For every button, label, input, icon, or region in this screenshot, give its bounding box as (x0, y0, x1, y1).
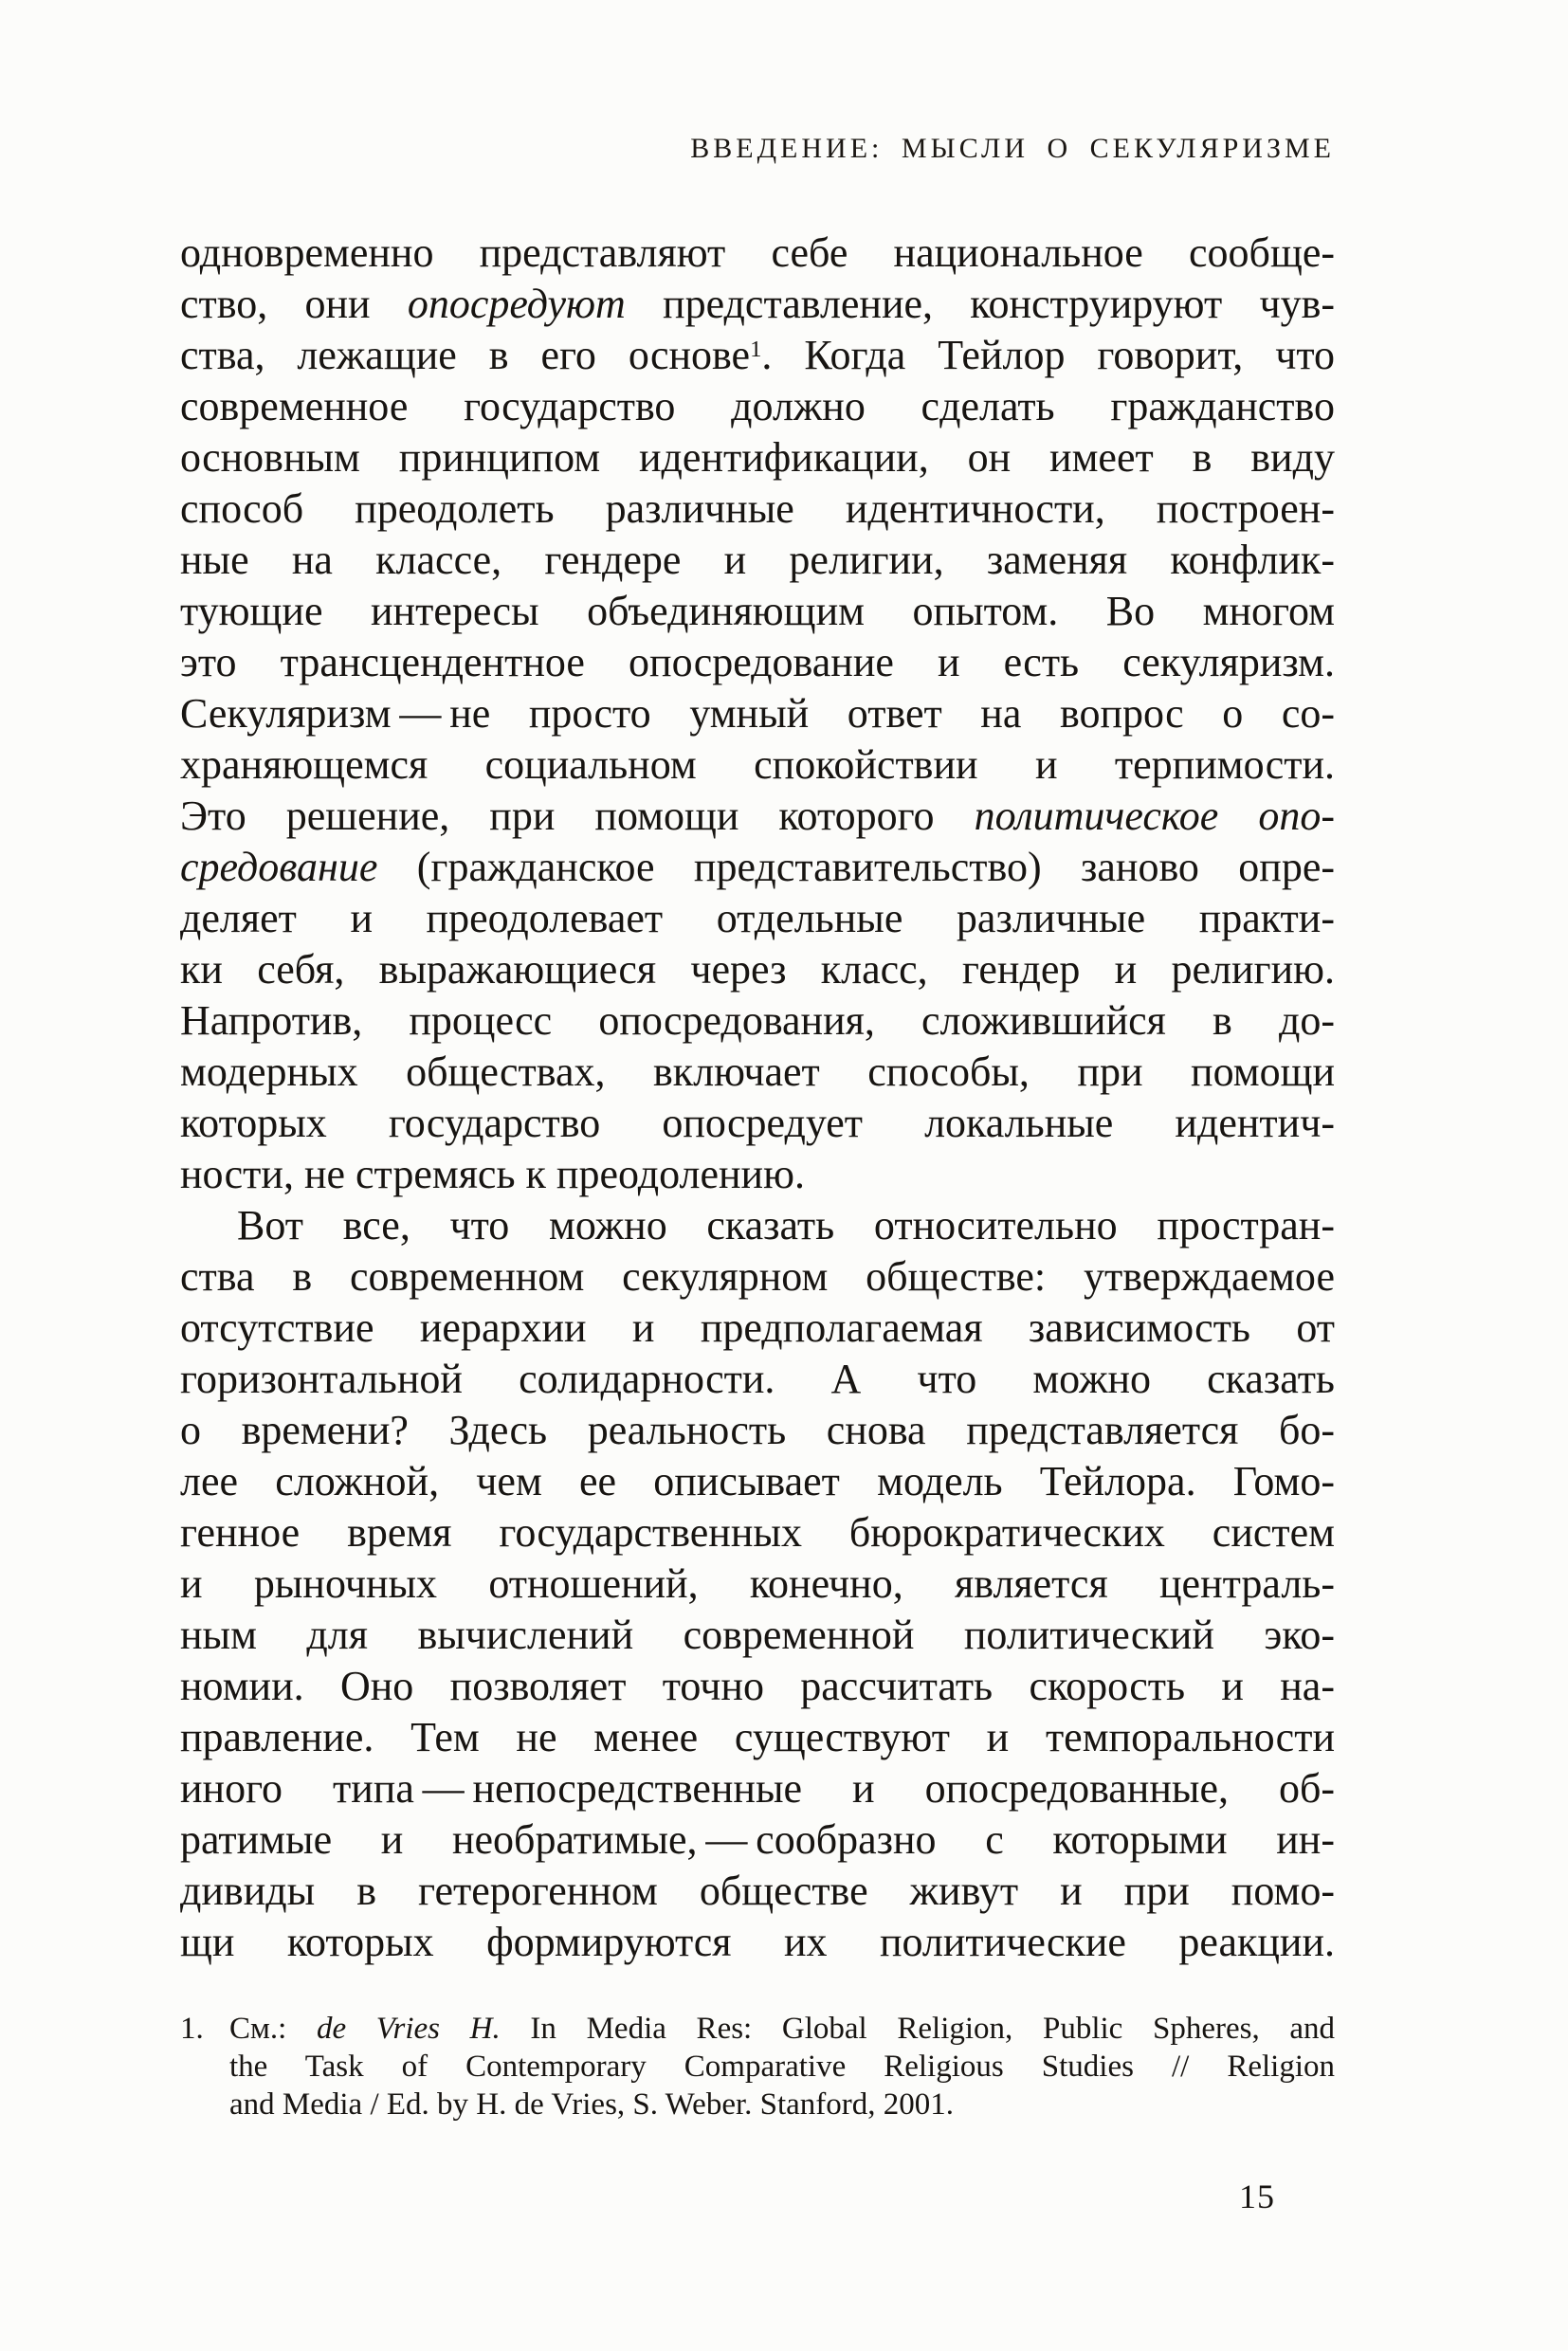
text-line (180, 432, 1335, 483)
text-line (180, 535, 1335, 586)
text-run: отсутствие иерархии и предполагаемая зависимость от (180, 1304, 1335, 1351)
text-line (180, 1917, 1335, 1968)
text-line (180, 1251, 1335, 1303)
text-run: ки себя, выражающиеся через класс, гендер и религию. (180, 946, 1335, 993)
text-run: Вот все, что можно сказать относительно простран- (237, 1202, 1335, 1248)
text-line (180, 1712, 1335, 1763)
text-run: ности, не стремясь к преодолению. (180, 1151, 805, 1197)
text-run: щи которых формируются их политические реакции. (180, 1919, 1335, 1965)
text-line (180, 330, 1335, 381)
text-run: In Media Res: Global Religion, Public Spheres, and (500, 2012, 1336, 2046)
text-line (180, 739, 1335, 791)
text-line (229, 2086, 1335, 2123)
text-run: лее сложной, чем ее описывает модель Тейлора. Гомо- (180, 1458, 1335, 1504)
text-line (180, 637, 1335, 688)
text-run: Напротив, процесс опосредования, сложившийся в до- (180, 997, 1335, 1044)
text-run: Секуляризм — не просто умный ответ на вопрос о со- (180, 690, 1335, 737)
text-run: the Task of Contemporary Comparative Religious Studies // Religion (229, 2050, 1335, 2084)
text-run: (гражданское представительство) заново опре- (377, 844, 1335, 890)
text-run: ные на классе, гендере и религии, заменяя конфлик- (180, 537, 1335, 583)
text-run: . Когда Тейлор говорит, что (761, 332, 1335, 378)
text-line (180, 842, 1335, 893)
text-run: Это решение, при помощи которого (180, 793, 975, 839)
text-line (180, 1866, 1335, 1917)
text-run: иного типа — непосредственные и опосредованные, об- (180, 1765, 1335, 1812)
text-line (180, 944, 1335, 995)
text-run: которых государство опосредует локальные идентич- (180, 1100, 1335, 1146)
text-run: одновременно представляют себе национальное сообще- (180, 229, 1335, 276)
text-line (229, 2010, 1335, 2048)
text-line (180, 1814, 1335, 1866)
text-run: ство, они (180, 281, 408, 327)
italic-run: de Vries H. (316, 2012, 501, 2046)
text-run: номии. Оно позволяет точно рассчитать скорость и на- (180, 1663, 1335, 1709)
text-run: горизонтальной солидарности. А что можно сказать (180, 1356, 1335, 1402)
text-run: представление, конструируют чув- (625, 281, 1335, 327)
text-run: and Media / Ed. by H. de Vries, S. Weber. Stanford, 2001. (229, 2087, 955, 2122)
text-line (180, 1558, 1335, 1610)
text-line (180, 1763, 1335, 1814)
running-header: ВВЕДЕНИЕ: МЫСЛИ О СЕКУЛЯРИЗМЕ (690, 133, 1335, 164)
text-run: генное время государственных бюрократических систем (180, 1509, 1335, 1556)
text-line (180, 688, 1335, 739)
footnote-text (229, 2010, 1335, 2123)
text-line (180, 1047, 1335, 1098)
italic-run: опосредуют (407, 281, 626, 327)
text-run: деляет и преодолевает отдельные различные практи- (180, 895, 1335, 941)
text-run: тующие интересы объединяющим опытом. Во многом (180, 588, 1335, 634)
text-run: ным для вычислений современной политический эко- (180, 1612, 1335, 1658)
italic-run: политическое опо- (974, 793, 1335, 839)
text-line (180, 791, 1335, 842)
page-number: 15 (1239, 2178, 1275, 2215)
text-line (180, 228, 1335, 279)
text-line (180, 893, 1335, 944)
text-run: модерных обществах, включает способы, при помощи (180, 1048, 1335, 1095)
text-run: ратимые и необратимые, — сообразно с которыми ин- (180, 1816, 1335, 1863)
text-line (180, 995, 1335, 1047)
text-line (180, 1303, 1335, 1354)
text-line (180, 483, 1335, 535)
text-line (180, 1149, 1335, 1200)
text-run: дивиды в гетерогенном обществе живут и при помо- (180, 1868, 1335, 1914)
text-line (180, 381, 1335, 432)
text-line (180, 1200, 1335, 1251)
text-line (180, 1610, 1335, 1661)
text-run: основным принципом идентификации, он имеет в виду (180, 434, 1335, 481)
text-run: о времени? Здесь реальность снова представляется бо- (180, 1407, 1335, 1453)
text-run: ства, лежащие в его основе (180, 332, 751, 378)
text-line (180, 1507, 1335, 1558)
body-text (180, 228, 1335, 1968)
text-line (180, 1098, 1335, 1149)
text-line (180, 1661, 1335, 1712)
text-line (180, 1354, 1335, 1405)
text-run: храняющемся социальном спокойствии и терпимости. (180, 741, 1335, 788)
text-run: См.: (229, 2012, 317, 2046)
footnote-marker: 1 (750, 337, 762, 363)
text-line (180, 279, 1335, 330)
text-line (180, 586, 1335, 637)
text-run: способ преодолеть различные идентичности, построен- (180, 485, 1335, 532)
text-run: ства в современном секулярном обществе: утверждаемое (180, 1253, 1335, 1300)
text-run: правление. Тем не менее существуют и темпоральности (180, 1714, 1335, 1760)
footnote (180, 2010, 1335, 2123)
text-run: современное государство должно сделать гражданство (180, 383, 1335, 429)
text-run: это трансцендентное опосредование и есть секуляризм. (180, 639, 1335, 685)
text-line (180, 1456, 1335, 1507)
text-line (229, 2048, 1335, 2086)
footnote-number: 1. (180, 2012, 204, 2046)
text-line (180, 1405, 1335, 1456)
text-run: и рыночных отношений, конечно, является централь- (180, 1560, 1335, 1607)
italic-run: средование (180, 844, 378, 890)
